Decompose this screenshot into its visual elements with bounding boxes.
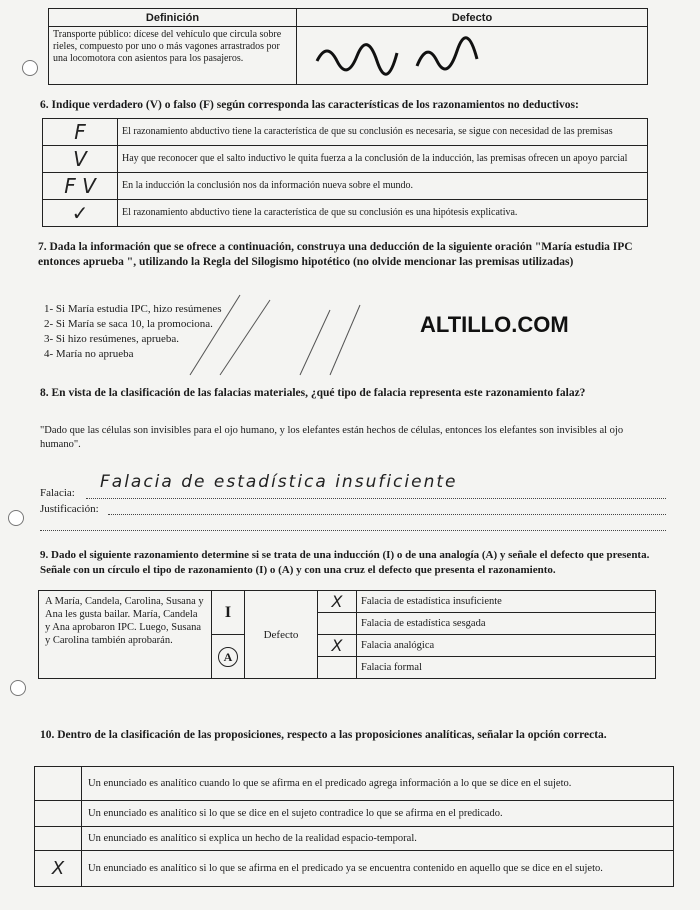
- defect-mark: [318, 657, 357, 679]
- tf-statement: El razonamiento abductivo tiene la característica de que su conclusión es necesaria, se sigue con necesidad de las premisas: [118, 119, 648, 146]
- tf-mark: ✓: [43, 200, 118, 227]
- analytic-options-table: [34, 766, 674, 887]
- question-9-title: 9. Dado el siguiente razonamiento determine si se trata de una inducción (I) o de una analogía (A) y señale el defecto que presenta. Señale con un círculo el tipo de razonamiento (I) o (A) y con una cruz el defecto que presenta el razonamiento.: [40, 549, 650, 576]
- reasoning-table: [38, 590, 656, 679]
- reasoning-argument: A María, Candela, Carolina, Susana y Ana les gusta bailar. María, Candela y Ana aprobaron IPC. Luego, Susana y Carolina también aprobarán.: [39, 591, 212, 679]
- defect-mark: [318, 613, 357, 635]
- tf-mark: F V: [43, 173, 118, 200]
- option-mark: [35, 767, 82, 801]
- premise-2: 2- Si María se saca 10, la promociona.: [44, 318, 213, 330]
- defect-option: Falacia de estadística insuficiente: [357, 591, 656, 613]
- binder-hole: [8, 510, 24, 526]
- option-mark: X: [35, 851, 82, 887]
- type-analogy: A: [218, 647, 238, 667]
- question-8-quote: "Dado que las células son invisibles para el ojo humano, y los elefantes están hechos de células, entonces los elefantes son invisibles al ojo humano".: [40, 425, 624, 450]
- option-text: Un enunciado es analítico si lo que se dice en el sujeto contradice lo que se afirma en el predicado.: [82, 801, 674, 827]
- binder-hole: [22, 60, 38, 76]
- premise-4: 4- María no aprueba: [44, 348, 134, 360]
- tf-statement: Hay que reconocer que el salto inductivo le quita fuerza a la conclusión de la inducción, las premisas ofrecen un apoyo parcial: [118, 146, 648, 173]
- question-10-title: 10. Dentro de la clasificación de las proposiciones, respecto a las proposiciones analíticas, señalar la opción correcta.: [40, 729, 607, 741]
- defect-mark: X: [318, 635, 357, 657]
- defect-option: Falacia analógica: [357, 635, 656, 657]
- option-mark: [35, 801, 82, 827]
- option-mark: [35, 827, 82, 851]
- question-8-title: 8. En vista de la clasificación de las falacias materiales, ¿qué tipo de falacia representa este razonamiento falaz?: [40, 387, 586, 399]
- defect-mark: X: [318, 591, 357, 613]
- defect-option: Falacia formal: [357, 657, 656, 679]
- justificacion-line: [108, 514, 666, 515]
- falacia-answer: Falacia de estadística insuficiente: [100, 472, 458, 492]
- question-6-title: 6. Indique verdadero (V) o falso (F) según corresponda las características de los razonamientos no deductivos:: [40, 99, 579, 111]
- tf-statement: El razonamiento abductivo tiene la característica de que su conclusión es una hipótesis explicativa.: [118, 200, 648, 227]
- option-text: Un enunciado es analítico cuando lo que se afirma en el predicado agrega información a lo que se dice en el sujeto.: [82, 767, 674, 801]
- definition-header: Definición: [49, 9, 297, 27]
- defect-header: Defecto: [297, 9, 648, 27]
- falacia-label: Falacia:: [40, 487, 75, 499]
- handwritten-scribble: [307, 31, 507, 81]
- true-false-table: [42, 118, 648, 227]
- tf-statement: En la inducción la conclusión nos da información nueva sobre el mundo.: [118, 173, 648, 200]
- tf-mark: F: [43, 119, 118, 146]
- definition-text: Transporte público: dícese del vehículo que circula sobre rieles, compuesto por uno o más vagones arrastrados por una locomotora con asientos para los pasajeros.: [49, 27, 297, 85]
- watermark: ALTILLO.COM: [420, 312, 569, 337]
- justificacion-line-2: [40, 530, 666, 531]
- option-text: Un enunciado es analítico si lo que se afirma en el predicado ya se encuentra contenido en aquello que se dice en el sujeto.: [82, 851, 674, 887]
- question-7-title: 7. Dada la información que se ofrece a continuación, construya una deducción de la siguiente oración "María estudia IPC entonces aprueba ", utilizando la Regla del Silogismo hipotético (no olvide mencionar las premisas utilizadas): [38, 241, 633, 268]
- defect-label: Defecto: [245, 591, 318, 679]
- defect-answer-cell: [297, 27, 648, 85]
- premise-1: 1- Si María estudia IPC, hizo resúmenes: [44, 303, 222, 315]
- option-text: Un enunciado es analítico si explica un hecho de la realidad espacio-temporal.: [82, 827, 674, 851]
- binder-hole: [10, 680, 26, 696]
- falacia-line: [86, 498, 666, 499]
- defect-option: Falacia de estadística sesgada: [357, 613, 656, 635]
- tf-mark: V: [43, 146, 118, 173]
- type-induction: I: [212, 591, 245, 635]
- type-analogy-cell: [212, 635, 245, 679]
- definition-table: [48, 8, 648, 85]
- justificacion-label: Justificación:: [40, 503, 99, 515]
- premise-3: 3- Si hizo resúmenes, aprueba.: [44, 333, 180, 345]
